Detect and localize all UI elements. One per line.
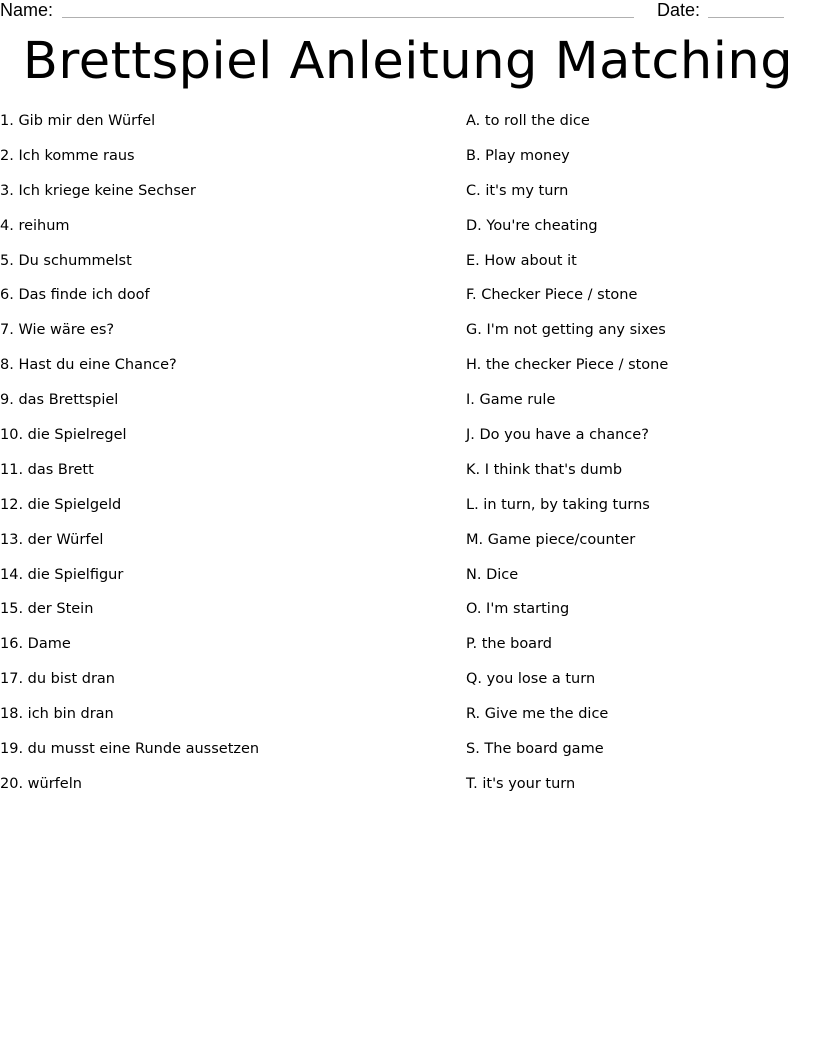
- definition-item: B. Play money: [466, 147, 570, 164]
- term-item: 13. der Würfel: [0, 531, 104, 548]
- definition-item: D. You're cheating: [466, 217, 598, 234]
- definition-item: T. it's your turn: [466, 775, 576, 792]
- definition-item: J. Do you have a chance?: [466, 427, 649, 444]
- term-item: 8. Hast du eine Chance?: [0, 357, 177, 374]
- term-item: 15. der Stein: [0, 601, 94, 618]
- definition-item: A. to roll the dice: [466, 113, 590, 129]
- term-item: 19. du musst eine Runde aussetzen: [0, 741, 260, 758]
- term-item: 6. Das finde ich doof: [0, 287, 150, 304]
- definition-item: Q. you lose a turn: [466, 671, 596, 688]
- term-item: 14. die Spielfigur: [0, 566, 124, 583]
- term-item: 1. Gib mir den Würfel: [0, 113, 156, 129]
- definition-item: N. Dice: [466, 566, 519, 583]
- term-item: 11. das Brett: [0, 461, 94, 478]
- definition-item: S. The board game: [466, 741, 604, 758]
- term-item: 5. Du schummelst: [0, 252, 132, 269]
- term-item: 18. ich bin dran: [0, 706, 114, 723]
- definitions-list: [466, 111, 806, 809]
- term-item: 16. Dame: [0, 636, 71, 653]
- date-blank-line: [708, 17, 784, 18]
- definition-item: H. the checker Piece / stone: [466, 357, 669, 374]
- definition-item: I. Game rule: [466, 392, 556, 409]
- term-item: 2. Ich komme raus: [0, 147, 135, 164]
- worksheet-header: [0, 0, 816, 24]
- definition-item: O. I'm starting: [466, 601, 570, 618]
- definition-item: C. it's my turn: [466, 182, 569, 199]
- definition-item: K. I think that's dumb: [466, 461, 623, 478]
- term-item: 17. du bist dran: [0, 671, 115, 688]
- page-title: Brettspiel Anleitung Matching: [22, 32, 794, 91]
- term-item: 12. die Spielgeld: [0, 496, 122, 513]
- definition-item: R. Give me the dice: [466, 706, 609, 723]
- term-item: 20. würfeln: [0, 775, 82, 792]
- name-blank-line: [62, 17, 634, 18]
- terms-list: [0, 111, 450, 809]
- definition-item: G. I'm not getting any sixes: [466, 322, 666, 339]
- definition-item: E. How about it: [466, 252, 577, 269]
- date-label: Date:: [657, 0, 701, 20]
- term-item: 9. das Brettspiel: [0, 392, 119, 409]
- name-label: Name:: [0, 0, 54, 20]
- term-item: 3. Ich kriege keine Sechser: [0, 182, 196, 199]
- definition-item: M. Game piece/counter: [466, 531, 636, 548]
- term-item: 10. die Spielregel: [0, 427, 127, 444]
- term-item: 7. Wie wäre es?: [0, 322, 115, 339]
- definition-item: F. Checker Piece / stone: [466, 287, 638, 304]
- definition-item: L. in turn, by taking turns: [466, 496, 650, 513]
- term-item: 4. reihum: [0, 217, 70, 234]
- definition-item: P. the board: [466, 636, 552, 653]
